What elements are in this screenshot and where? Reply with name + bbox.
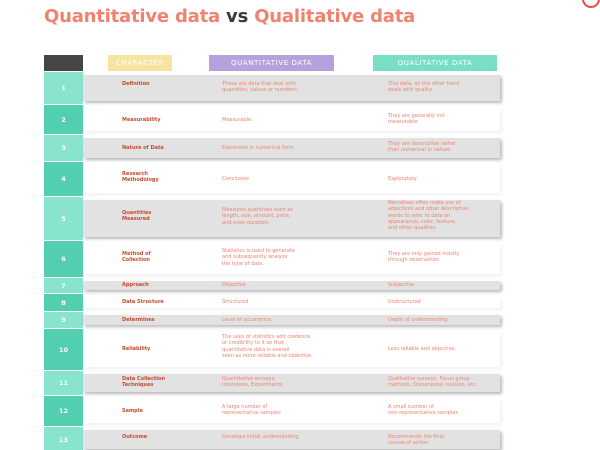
row-quantitative: Measurable.: [222, 117, 253, 123]
row-number: 10: [44, 329, 83, 370]
row-character: Nature of Data: [122, 145, 164, 151]
row-number: 3: [44, 135, 83, 161]
row-qualitative: They are only gained mostly through observation: [388, 251, 460, 264]
number-column-header: [44, 55, 83, 71]
row-number: 2: [44, 105, 83, 134]
table-row: [0, 162, 600, 196]
row-character: Method of Collection: [122, 251, 151, 264]
row-number: 7: [44, 278, 83, 293]
row-qualitative: They are descriptive rather than numerical in nature.: [388, 141, 457, 154]
row-character: Definition: [122, 81, 150, 87]
title-qualitative: Qualitative data: [254, 6, 416, 27]
row-quantitative: A large number of representative samples: [222, 404, 281, 417]
row-character: Measurability: [122, 117, 161, 123]
row-qualitative: Recommends the final course of action: [388, 434, 445, 447]
row-quantitative: Structured: [222, 299, 249, 305]
row-character: Data Structure: [122, 299, 164, 305]
row-number: 1: [44, 72, 83, 104]
quantitative-column-header: QUANTITATIVE DATA: [209, 55, 334, 71]
row-qualitative: Unstructured: [388, 299, 421, 305]
row-quantitative: Measures quantities such as length, size, amount, price, and even duration.: [222, 207, 293, 226]
table-row: [0, 278, 600, 293]
row-quantitative: The uses of statistics add credence or credibility to it so that quantitative data is overall seen as more reliable and objective.: [222, 334, 313, 359]
qualitative-column-header: QUALITATIVE DATA: [373, 55, 497, 71]
row-number: 8: [44, 294, 83, 311]
row-qualitative: Less reliable and objective.: [388, 346, 457, 352]
title-quantitative: Quantitative data: [44, 6, 220, 27]
table-row: [0, 371, 600, 395]
title-vs: vs: [226, 6, 249, 27]
row-number: 12: [44, 396, 83, 426]
table-row: [0, 135, 600, 161]
row-quantitative: Expressed in numerical form.: [222, 145, 296, 151]
row-number: 9: [44, 312, 83, 328]
row-character: Data Collection Techniques: [122, 376, 166, 389]
row-number: 5: [44, 197, 83, 240]
row-number: 11: [44, 371, 83, 395]
row-character: Reliability: [122, 346, 151, 352]
row-quantitative: Objective: [222, 282, 246, 288]
table-row: [0, 396, 600, 426]
row-qualitative: Qualitative surveys, Focus group methods, Documental revision, etc.: [388, 376, 478, 389]
row-qualitative: They are generally not measurable.: [388, 113, 445, 126]
table-row: [0, 312, 600, 328]
row-character: Outcome: [122, 434, 148, 440]
row-character: Quantities Measured: [122, 210, 152, 223]
row-qualitative: Narratives often make use of adjectives and other descriptive words to refer to data on appearance, color, texture, and other qualities.: [388, 200, 469, 232]
row-number: 4: [44, 162, 83, 196]
row-quantitative: Quantitative surveys, Interviews, Experiments: [222, 376, 283, 389]
row-qualitative: Exploratory: [388, 176, 417, 182]
row-number: 13: [44, 427, 83, 450]
table-row: [0, 105, 600, 134]
character-column-header: CHARACTER: [108, 55, 172, 71]
table-row: [0, 329, 600, 370]
table-row: [0, 427, 600, 450]
row-qualitative: A small number of non-representative samples: [388, 404, 459, 417]
row-qualitative: Subjective: [388, 282, 415, 288]
table-row: [0, 241, 600, 277]
row-character: Determines: [122, 317, 155, 323]
row-quantitative: These are data that deal with quantities, values or numbers.: [222, 81, 299, 94]
row-quantitative: Level of occurrence: [222, 317, 271, 323]
row-character: Approach: [122, 282, 149, 288]
row-character: Sample: [122, 408, 143, 414]
table-row: [0, 294, 600, 311]
row-qualitative: This data, on the other hand deals with quality.: [388, 81, 460, 94]
brand-logo-icon: [582, 0, 600, 8]
row-character: Research Methodology: [122, 171, 159, 184]
row-quantitative: Develops initial understanding: [222, 434, 299, 440]
row-quantitative: Conclusive: [222, 176, 250, 182]
row-number: 6: [44, 241, 83, 277]
page-title: [44, 6, 415, 28]
table-row: [0, 72, 600, 104]
row-quantitative: Statistics is used to generate and subsequently analyze the type of data.: [222, 248, 295, 267]
row-qualitative: Depth of understanding: [388, 317, 448, 323]
table-row: [0, 197, 600, 240]
